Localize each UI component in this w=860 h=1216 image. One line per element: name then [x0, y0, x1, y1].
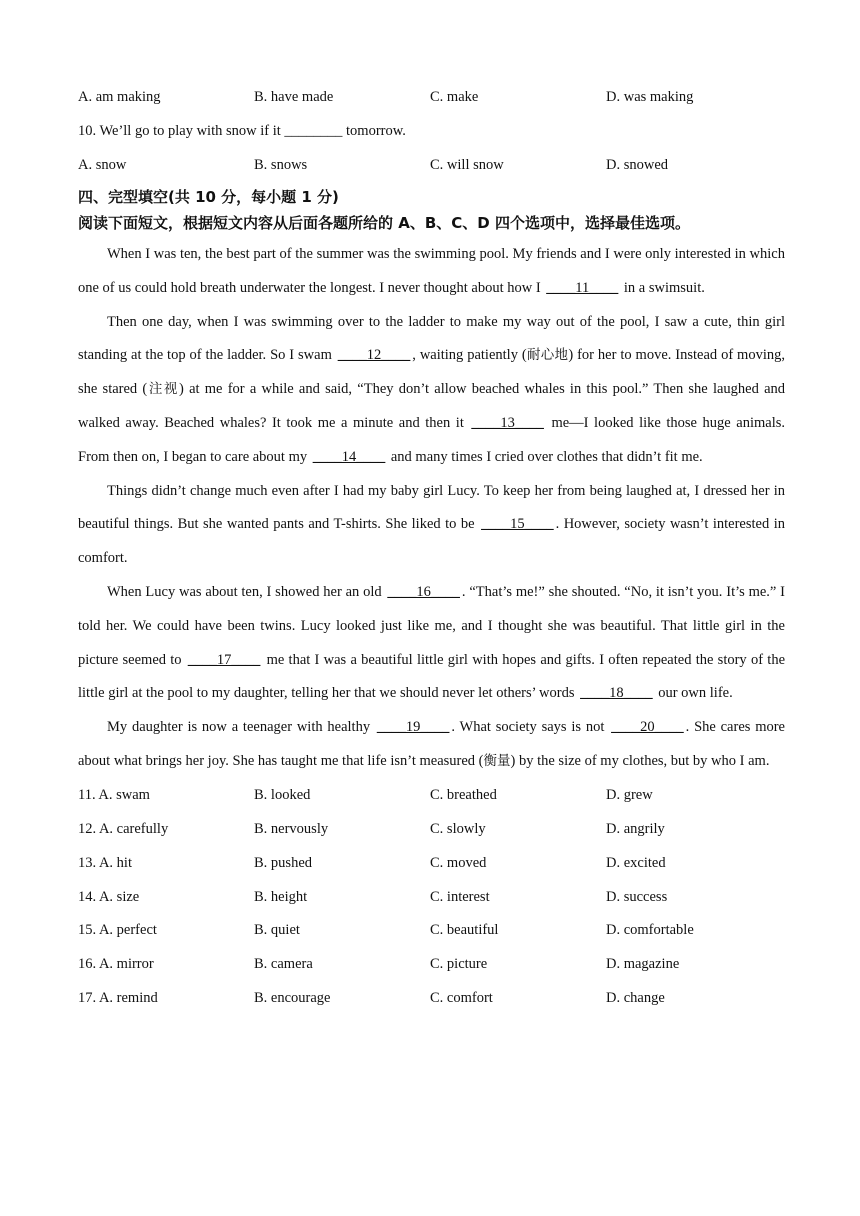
q9-option-a: A. am making [78, 88, 161, 105]
passage-paragraph-2 [78, 306, 785, 475]
option: B. height [254, 888, 308, 905]
gloss-stared: 注视 [147, 381, 180, 398]
blank-19: ____19____ [376, 719, 450, 736]
question-12 [78, 813, 785, 847]
text: and many times I cried over clothes that didn’t fit me. [387, 448, 703, 465]
option: D. excited [606, 854, 666, 871]
text: ) by the size of my clothes, but by who I am. [510, 752, 770, 769]
option: C. interest [430, 888, 490, 905]
blank-20: ____20____ [611, 719, 684, 736]
gloss-measured: 衡量 [483, 752, 511, 769]
q9-option-c: C. make [430, 88, 479, 105]
passage-paragraph-4 [78, 576, 785, 711]
text: When I was ten, the best part of the summer was the swimming pool. My friends and I were only interested in which one of us could hold breath underwater the longest. I never thought about how I [78, 246, 785, 296]
option: C. beautiful [430, 922, 499, 939]
passage-paragraph-5 [78, 711, 785, 779]
option: D. magazine [606, 956, 680, 973]
option: 11. A. swam [78, 787, 150, 804]
text: , waiting patiently ( [412, 347, 527, 364]
text: . What society says is not [451, 719, 610, 736]
q9-options [78, 80, 785, 114]
option: B. camera [254, 956, 313, 973]
section-instruction: 阅读下面短文，根据短文内容从后面各题所给的 A、B、C、D 四个选项中，选择最佳选项。 [78, 214, 690, 232]
question-11 [78, 779, 785, 813]
option: 15. A. perfect [78, 922, 157, 939]
option: B. looked [254, 787, 311, 804]
blank-13: ____13____ [471, 414, 544, 431]
text: When Lucy was about ten, I showed her an old [107, 583, 386, 600]
passage-paragraph-1 [78, 238, 785, 306]
question-17 [78, 982, 785, 1016]
passage-paragraph-3 [78, 475, 785, 576]
question-14 [78, 880, 785, 914]
q10-stem [78, 114, 785, 148]
option: 14. A. size [78, 888, 140, 905]
option: B. quiet [254, 922, 300, 939]
text: . However, society wasn’t interested in comfort. [78, 516, 785, 567]
section-title: 四、完型填空(共 10 分，每小题 1 分) [78, 188, 339, 206]
text: me—I looked like those huge animals. From then on, I began to care about my [78, 414, 785, 465]
text: ) for her to move. Instead of moving, she stared ( [78, 347, 785, 398]
q10-stem-start: 10. We’ll go to play with snow if it [78, 123, 285, 139]
option: C. picture [430, 956, 488, 973]
blank-15: ____15____ [481, 516, 554, 533]
option: D. comfortable [606, 922, 694, 939]
text: . “That’s me!” she shouted. “No, it isn’t you. It’s me.” I told her. We could have been twins. Lucy looked just like me, and I thought she was beautiful. That little girl in the picture seemed to [78, 583, 785, 668]
q10-option-b: B. snows [254, 156, 308, 173]
blank-17: ____17____ [187, 651, 261, 668]
blank-11: ____11____ [546, 279, 619, 296]
blank-16: ____16____ [387, 583, 460, 600]
option: 17. A. remind [78, 989, 158, 1006]
q10-option-a: A. snow [78, 156, 127, 173]
q10-options [78, 148, 785, 182]
q9-option-b: B. have made [254, 88, 334, 105]
text: in a swimsuit. [620, 279, 705, 296]
option: C. slowly [430, 820, 486, 837]
q10-blank: ________ [284, 123, 343, 139]
option: D. success [606, 888, 668, 905]
question-13 [78, 846, 785, 880]
option: 16. A. mirror [78, 956, 154, 973]
text: Things didn’t change much even after I had my baby girl Lucy. To keep her from being laughed at, I dressed her in beautiful things. But she wanted pants and T-shirts. She liked to be [78, 482, 785, 533]
blank-18: ____18____ [580, 685, 653, 702]
option: D. change [606, 989, 665, 1006]
option: B. pushed [254, 854, 312, 871]
q10-option-c: C. will snow [430, 156, 504, 173]
blank-14: ____14____ [312, 448, 386, 465]
text: ) at me for a while and said, “They don’t allow beached whales in this pool.” Then she laughed and walked away. Beached whales? It took me a minute and then it [78, 381, 786, 431]
question-list [78, 779, 785, 1016]
option: C. comfort [430, 989, 493, 1006]
option: 12. A. carefully [78, 820, 169, 837]
text: . She cares more about what brings her joy. She has taught me that life isn’t measured ( [78, 719, 785, 769]
option: D. grew [606, 787, 653, 804]
gloss-patiently: 耐心地 [526, 347, 569, 364]
text: My daughter is now a teenager with healthy [107, 719, 375, 736]
question-16 [78, 948, 785, 982]
q10-option-d: D. snowed [606, 156, 669, 173]
option: B. nervously [254, 820, 329, 837]
text: me that I was a beautiful little girl with hopes and gifts. I often repeated the story of the little girl at the pool to my daughter, telling her that we should never let others’ words [78, 651, 786, 702]
text: Then one day, when I was swimming over to the ladder to make my way out of the pool, I saw a cute, thin girl standing at the top of the ladder. So I swam [78, 313, 785, 364]
option: D. angrily [606, 820, 665, 837]
option: 13. A. hit [78, 854, 132, 871]
blank-12: ____12____ [337, 347, 411, 364]
q10-stem-end: tomorrow. [342, 123, 406, 139]
option: C. breathed [430, 787, 497, 804]
q9-option-d: D. was making [606, 88, 694, 105]
question-15 [78, 914, 785, 948]
text: our own life. [654, 685, 733, 702]
exam-page [78, 80, 785, 1015]
option: B. encourage [254, 989, 331, 1006]
option: C. moved [430, 854, 487, 871]
